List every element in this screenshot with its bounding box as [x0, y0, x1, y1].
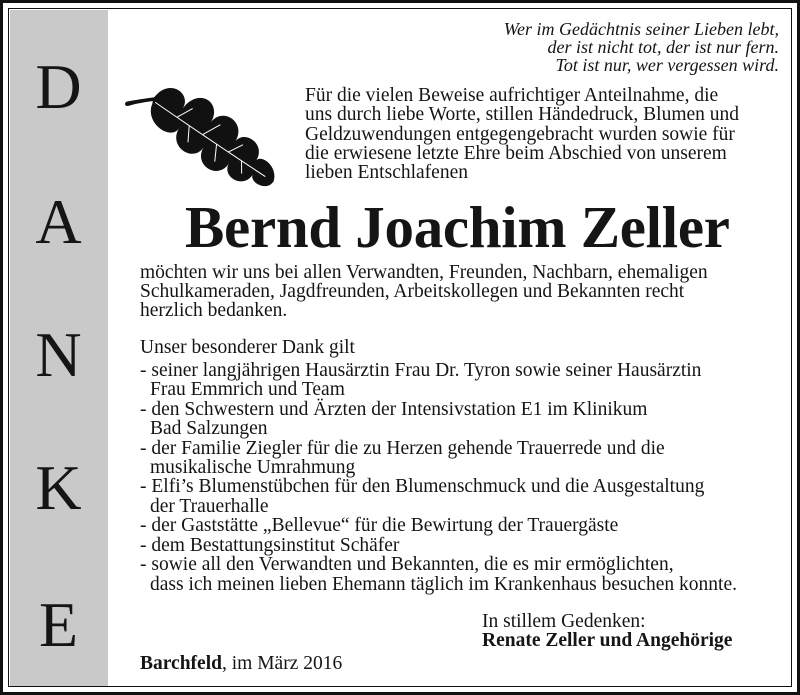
motto-quote [504, 20, 779, 74]
thanks-line: herzlich bedanken. [140, 300, 288, 322]
list-item [140, 439, 737, 478]
list-item-line: - sowie all den Verwandten und Bekannten, die es mir ermöglichten, [140, 554, 674, 576]
oak-leaf-icon [120, 80, 285, 192]
place: Barchfeld [140, 652, 222, 674]
list-item [140, 361, 737, 400]
special-thanks-heading: Unser besonderer Dank gilt [140, 336, 355, 358]
danke-sidebar [10, 10, 108, 686]
list-item-line: dass ich meinen lieben Ehemann täglich im Krankenhaus besuchen konnte. [150, 573, 737, 595]
list-item [140, 555, 737, 594]
sidebar-letter: D [35, 51, 82, 123]
list-item-line: - der Familie Ziegler für die zu Herzen gehende Trauerrede und die [140, 437, 665, 459]
list-item [140, 536, 737, 555]
special-thanks-list [140, 361, 737, 594]
closing-phrase: In stillem Gedenken: [482, 610, 646, 632]
intro-line: Für die vielen Beweise aufrichtiger Anteilnahme, die [305, 85, 719, 106]
list-item [140, 516, 737, 535]
list-item-line: der Trauerhalle [150, 495, 269, 517]
intro-line: Geldzuwendungen entgegengebracht wurden sowie für [305, 123, 735, 145]
list-item-line: - Elfi’s Blumenstübchen für den Blumenschmuck und die Ausgestaltung [140, 476, 705, 498]
deceased-name: Bernd Joachim Zeller [185, 194, 730, 260]
place-date [140, 654, 342, 673]
motto-line: der ist nicht tot, der ist nur fern. [547, 37, 779, 57]
intro-line: die erwiesene letzte Ehre beim Abschied von unserem [305, 142, 727, 164]
list-item [140, 477, 737, 516]
thanks-paragraph [140, 263, 708, 321]
list-item-line: - dem Bestattungsinstitut Schäfer [140, 534, 400, 556]
closing-block [482, 612, 732, 650]
thanks-line: möchten wir uns bei allen Verwandten, Freunden, Nachbarn, ehemaligen [140, 261, 708, 283]
list-item-line: musikalische Umrahmung [150, 456, 356, 478]
list-item-line: Frau Emmrich und Team [150, 379, 345, 401]
sidebar-letter: K [35, 452, 82, 524]
signatories: Renate Zeller und Angehörige [482, 629, 733, 651]
list-item [140, 400, 737, 439]
thanks-line: Schulkameraden, Jagdfreunden, Arbeitskollegen und Bekannten recht [140, 280, 685, 302]
intro-line: uns durch liebe Worte, stillen Händedruck, Blumen und [305, 104, 740, 126]
list-item-line: - seiner langjährigen Hausärztin Frau Dr. Tyron sowie seiner Hausärztin [140, 359, 702, 381]
list-item-line: - den Schwestern und Ärzten der Intensivstation E1 im Klinikum [140, 398, 648, 420]
date: , im März 2016 [221, 652, 343, 674]
intro-paragraph [305, 86, 739, 182]
motto-line: Wer im Gedächtnis seiner Lieben lebt, [503, 19, 779, 39]
intro-line: lieben Entschlafenen [305, 162, 468, 184]
sidebar-letter: N [35, 319, 82, 391]
list-item-line: Bad Salzungen [150, 418, 268, 440]
sidebar-letter: E [38, 589, 79, 661]
motto-line: Tot ist nur, wer vergessen wird. [555, 55, 779, 75]
list-item-line: - der Gaststätte „Bellevue“ für die Bewirtung der Trauergäste [140, 515, 619, 537]
sidebar-letter: A [35, 186, 82, 258]
